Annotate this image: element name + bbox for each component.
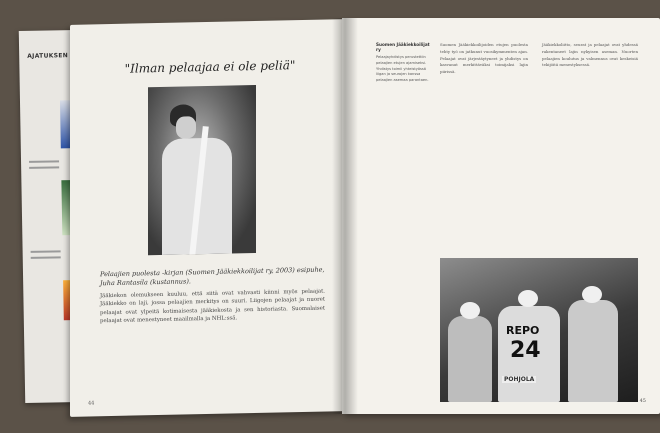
text-line <box>31 250 61 253</box>
page-heading: "Ilman pelaajaa ei ole peliä" <box>124 58 296 76</box>
helmet <box>582 286 602 303</box>
player-photo <box>148 85 256 255</box>
jersey-sponsor: POHJOLA <box>504 376 535 383</box>
text-column-2: Jääkiekkoliitto, seurat ja pelaajat ovat yhdessä rakentaneet lajin nykyisen aseman. Nuorten pelaajien koulutus ja valmennus ovat keskeisiä tekijöitä menestyksessä. <box>542 42 638 68</box>
jersey-name: REPO <box>506 324 540 337</box>
right-page <box>342 18 660 414</box>
sidebar-column <box>376 42 430 402</box>
jersey-number: 24 <box>510 338 541 363</box>
player-figure <box>448 316 492 402</box>
sidebar-text: Pelaajayhdistys perustettiin pelaajien etujen ajamiseksi. Yhdistys toimii yhteistyössä liigan ja seurojen kanssa pelaajien asemaa parantaen. <box>376 55 429 82</box>
text-line <box>29 166 59 169</box>
left-page-number: 44 <box>88 400 95 407</box>
sidebar-title: Suomen Jääkiekkoilijat ry <box>376 42 430 52</box>
open-book <box>70 12 660 422</box>
photo-caption: Pelaajien puolesta -kirjan (Suomen Jääkiekkoilijat ry, 2003) esipuhe, Juha Rantasila (kustannus). <box>100 265 325 288</box>
text-line <box>31 256 61 259</box>
player-face <box>176 116 196 138</box>
helmet <box>460 302 480 319</box>
player-figure <box>568 300 618 402</box>
text-column-1: Suomen Jääkiekkoilijoiden etujen puolesta tehty työ on jatkunut vuosikymmenten ajan. Pelaajat ovat järjestäytyneet ja yhdistys on kasvanut merkittäväksi toimijaksi lajin piirissä. <box>440 42 528 75</box>
team-celebration-photo <box>440 258 638 402</box>
right-page-number: 45 <box>639 398 646 404</box>
magazine-title: AJATUKSEN <box>27 52 69 60</box>
helmet <box>518 290 538 307</box>
left-page <box>70 19 345 417</box>
text-line <box>29 160 59 163</box>
left-body-text: Jääkiekon olemukseen kuuluu, että siitä ovat vahvasti kiinni myös pelaajat. Jääkiekko on laji, jossa pelaajien merkitys on suuri. Liigojen pelaajat ja nuoret pelaajat ovat ylpeitä kotimaisesta jääkiekosta ja sen historiasta. Suomalaiset pelaajat ovat menestyneet maailmalla ja NHL:ssä. <box>100 288 325 325</box>
